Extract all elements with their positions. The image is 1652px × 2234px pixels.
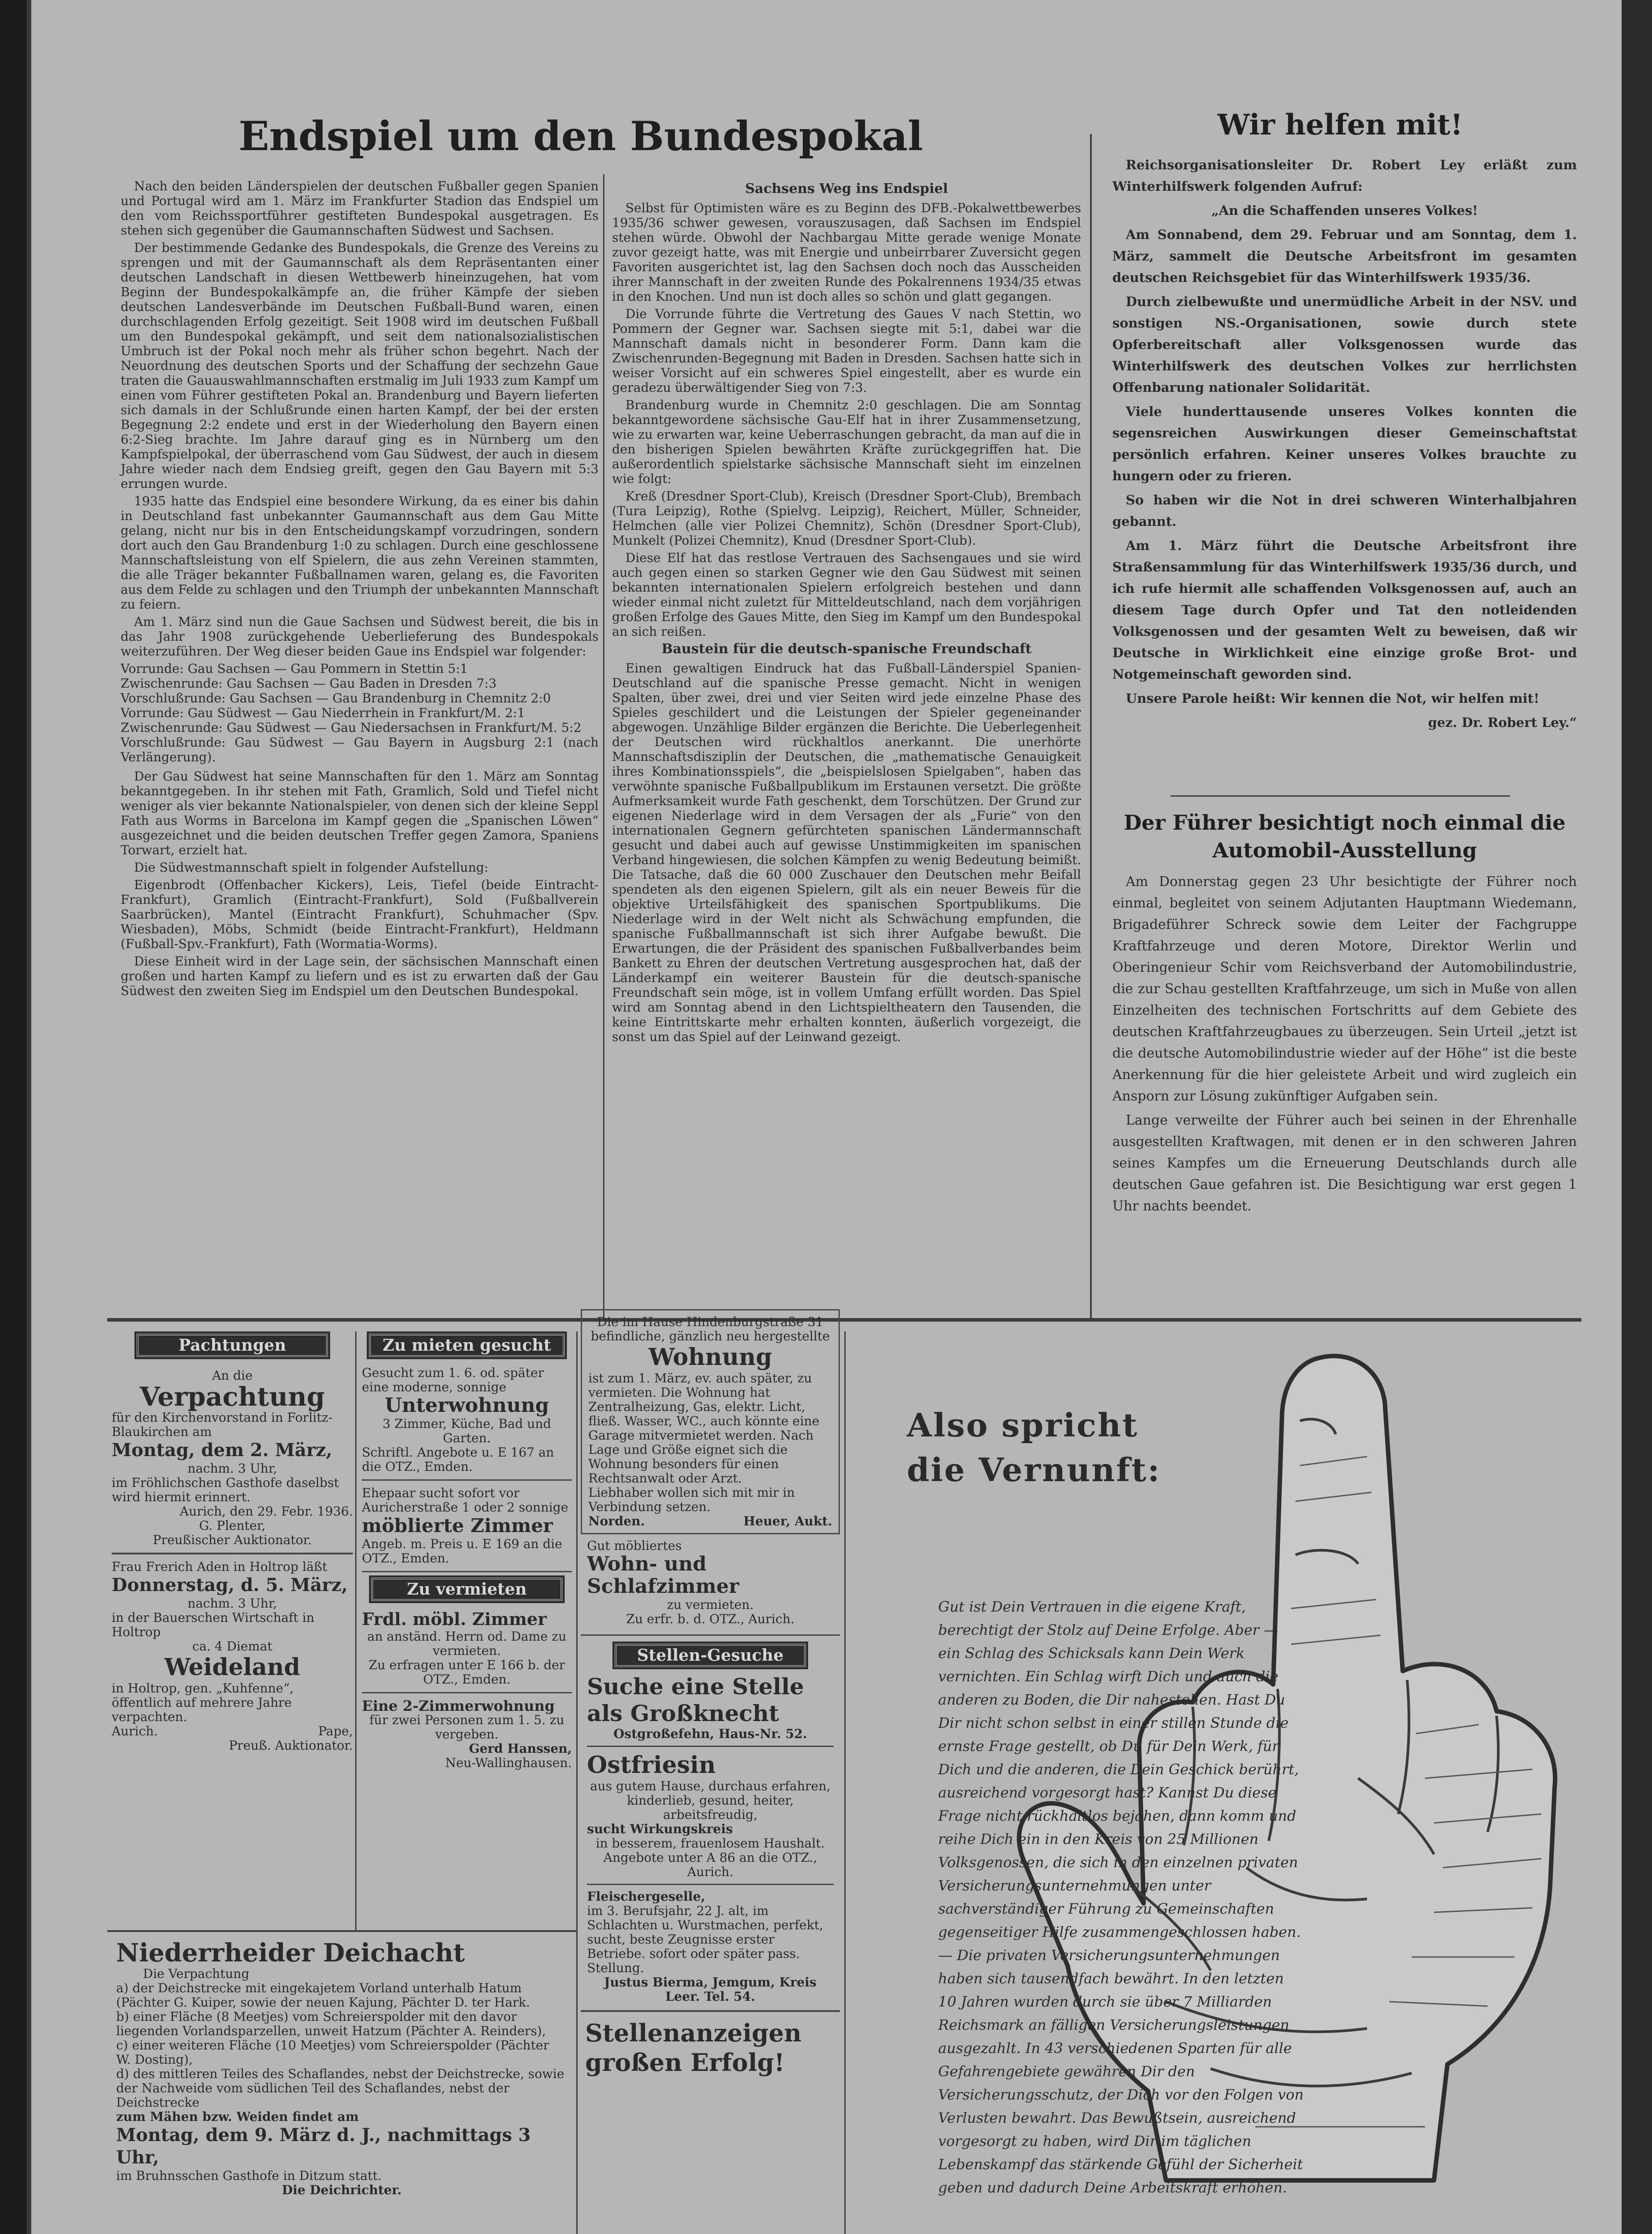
ad-headline: Frdl. möbl. Zimmer xyxy=(362,1609,547,1629)
ad-headline: Unterwohnung xyxy=(385,1394,549,1417)
separator xyxy=(1170,795,1510,797)
ad-headline: Niederrheider Deichacht xyxy=(116,1938,465,1968)
ad-wohnung xyxy=(581,1309,840,1534)
ad-text: Aurich, den 29. Febr. 1936. xyxy=(180,1504,353,1519)
result-line: Zwischenrunde: Gau Sachsen — Gau Baden in Dresden 7:3 xyxy=(121,676,497,691)
ad-item: a) der Deichstrecke mit eingekajetem Vorland unterhalb Hatum (Pächter G. Kuiper, sowie der neuen Kajung, Pächter D. ter Hark. xyxy=(116,1981,530,2010)
result-line: Vorrunde: Gau Sachsen — Gau Pommern in Stettin 5:1 xyxy=(121,661,468,676)
banner-zu-mieten-gesucht: Zu mieten gesucht xyxy=(369,1334,565,1357)
ad-text: im Fröhlichschen Gasthofe daselbst wird hiermit erinnert. xyxy=(112,1475,339,1504)
ad-stellenanzeigen xyxy=(581,2018,840,2077)
ad-text: 3 Zimmer, Küche, Bad und Garten. xyxy=(382,1416,551,1445)
result-line: Zwischenrunde: Gau Südwest — Gau Niedersachsen in Frankfurt/M. 5:2 xyxy=(121,720,582,735)
ad-text: zum Mähen bzw. Weiden findet am xyxy=(116,2109,359,2124)
ad-text: Heuer, Aukt. xyxy=(743,1514,832,1529)
book-binding xyxy=(0,0,27,2234)
article-bundespokal-col1 xyxy=(121,179,599,1001)
ad-text: Liebhaber wollen sich mit mir in Verbindung setzen. xyxy=(588,1485,795,1514)
ad-headline: möblierte Zimmer xyxy=(362,1515,553,1537)
ad-headline: Wohnung xyxy=(648,1344,772,1371)
ad-wohn-schlaf xyxy=(581,1534,840,1631)
ad-divider xyxy=(362,1571,572,1572)
ad-text: Gerd Hanssen, xyxy=(469,1741,572,1756)
ad-text: G. Plenter, xyxy=(199,1518,266,1533)
page-edge xyxy=(1622,0,1652,2234)
article-title-automobil: Der Führer besichtigt noch einmal die Automobil-Ausstellung xyxy=(1124,810,1566,862)
ad-headline: Verpachtung xyxy=(139,1382,325,1412)
ad-text: an anständ. Herrn od. Dame zu vermieten. xyxy=(367,1629,566,1658)
ad-deichacht xyxy=(116,1939,567,2197)
ad-text: Gesucht zum 1. 6. od. später eine moderne, sonnige xyxy=(362,1365,544,1394)
ad-divider xyxy=(362,1479,572,1481)
paragraph: Viele hunderttausende unseres Volkes konnten die segensreichen Auswirkungen dieser Gemeinschaftstat persönlich erfahren. Keiner unseres Volkes brauchte zu hungern oder zu frieren. xyxy=(1112,404,1577,483)
ad-text: ca. 4 Diemat xyxy=(192,1639,273,1654)
ad-headline: Montag, dem 9. März d. J., nachmittags 3 Uhr, xyxy=(116,2125,531,2168)
paragraph: Kreß (Dresdner Sport-Club), Kreisch (Dresdner Sport-Club), Brembach (Tura Leipzig), Rothe (Spielvg. Leipzig), Reichert, Müller, Schneider, Helmchen (alle vier Polizei Chemnitz), Schön (Dresdner Sport-Club), Munkelt (Polizei Chemnitz), Knud (Dresdner Sport-Club). xyxy=(612,489,1081,548)
ad-divider xyxy=(581,2010,840,2012)
ad-text: aus gutem Hause, durchaus erfahren, kinderlieb, gesund, heiter, arbeitsfreudig, xyxy=(590,1779,831,1822)
ad-headline: Suche eine Stelle als Großknecht xyxy=(587,1673,804,1726)
paragraph: Am 1. März führt die Deutsche Arbeitsfront ihre Straßensammlung für das Winterhilfswerk 1935/36 durch, und ich rufe hiermit alle schaffenden Volksgenossen auf, auch an diesem Tage durch Opfer und Tat den notleidenden Volksgenossen und der gesamten Welt zu beweisen, daß wir Deutsche in Wirklichkeit eine einzige große Brot- und Notgemeinschaft geworden sind. xyxy=(1112,538,1577,682)
paragraph: Einen gewaltigen Eindruck hat das Fußball-Länderspiel Spanien-Deutschland auf die spanische Presse gemacht. Nicht in wenigen Spalten, über zwei, drei und vier Seiten wird jede einzelne Phase des Spieles geschildert und die Leistungen der Spieler gegeneinander abgewogen. Unzählige Bilder ergänzen die Berichte. Die Ueberlegenheit der Deutschen wird rückhaltlos anerkannt. Die unerhörte Mannschaftsdisziplin der Deutschen, die „mathematische Genauigkeit ihres Kombinationsspiels“, die „beispielslosen Spielgaben“, haben das verwöhnte spanische Fußballpublikum im Erstaunen versetzt. Die größte Aufmerksamkeit wurde Fath geschenkt, dem Torschützen. Der Grund zur eigenen Niederlage wird in dem Versagen der als „Furie“ von den internationalen Gegnern gefürchteten spanischen Ländermannschaft gesucht und dabei auch auf gewisse Unstimmigkeiten im spanischen Verband hingewiesen, die solchen Kämpfen zu wenig Bedeutung beimißt. Die Tatsache, daß die 60 000 Zuschauer den Deutschen mehr Beifall spendeten als den eigenen Spielern, gilt als ein neuer Beweis für die objektive Urteilsfähigkeit des spanischen Sportpublikums. Die Niederlage wird in der Welt nicht als Schwächung empfunden, die spanische Fußballmannschaft ist sich ihrer Aufgabe bewußt. Die Erwartungen, die der Präsident des spanischen Fußballverbandes beim Bankett zu Ehren der deutschen Vertretung ausgesprochen hat, daß der Länderkampf ein weiterer Baustein für die deutsch-spanische Freundschaft sein möge, ist in vollem Umfang erfüllt worden. Das Spiel wird am Sonntag abend in den Lichtspieltheatern den Tausenden, die keine Eintrittskarte mehr erhalten konnten, äußerlich vorgezeigt, die sonst um das Spiel auf der Leinwand gezeigt. xyxy=(612,661,1081,1044)
ad-text: Die Verpachtung xyxy=(143,1966,250,1981)
ad-headline: Fleischergeselle, xyxy=(587,1889,705,1904)
ad-headline: Montag, dem 2. März, xyxy=(112,1440,332,1461)
ad-headline: Wohn- und Schlafzimmer xyxy=(587,1553,739,1598)
column-divider xyxy=(844,1331,846,2234)
ad-vernunft-text-top xyxy=(938,1595,1304,2225)
paragraph: Am 1. März sind nun die Gaue Sachsen und Südwest bereit, die bis in das Jahr 1908 zurückgehende Ueberlieferung des Bundespokals weiterzuführen. Der Weg dieser beiden Gaue ins Endspiel war folgender: xyxy=(121,614,599,659)
ad-text: im Bruhnsschen Gasthofe in Ditzum statt. xyxy=(116,2168,382,2183)
paragraph: Selbst für Optimisten wäre es zu Beginn des DFB.-Pokalwettbewerbes 1935/36 schwer gewesen, vorauszusagen, daß Sachsen im Endspiel stehen würde. Obwohl der Nachbargau Mitte gerade wenige Monate zuvor gezeigt hatte, was mit Energie und unbeirrbarer Zuversicht gegen Favoriten ausgerichtet ist, lag den Sachsen doch noch das Ausscheiden ihrer Mannschaft in der zweiten Runde des Pokalrennens 1934/35 etwas in den Knochen. Und nun ist doch alles so schön und glatt gegangen. xyxy=(612,201,1081,304)
signature: gez. Dr. Robert Ley.“ xyxy=(1428,715,1577,730)
article-bundespokal-col2 xyxy=(612,179,1081,1047)
ad-text: Ostgroßefehn, Haus-Nr. 52. xyxy=(613,1726,807,1741)
ad-divider xyxy=(587,1884,834,1885)
paragraph: Der Gau Südwest hat seine Mannschaften für den 1. März am Sonntag bekanntgegeben. In ihr stehen mit Fath, Gramlich, Sold und Tiefel nicht weniger als vier bekannte Nationalspieler, von denen sich der kleine Seppl Fath aus Worms in Barcelona im Kampf gegen die „Spanischen Löwen“ ausgezeichnet und die beiden deutschen Treffer gegen Zamora, Spaniens Torwart, erzielt hat. xyxy=(121,769,599,857)
paragraph: Lange verweilte der Führer auch bei seinen in der Ehrenhalle ausgestellten Kraftwagen, mit denen er in den schweren Jahren seines Kampfes um die Erneuerung Deutschlands durch alle deutschen Gaue gefahren ist. Die Besichtigung war erst gegen 1 Uhr nachts beendet. xyxy=(1112,1113,1577,1214)
ad-text: Die Deichrichter. xyxy=(281,2183,402,2197)
paragraph: Eigenbrodt (Offenbacher Kickers), Leis, Tiefel (beide Eintracht-Frankfurt), Gramlich (Eintracht-Frankfurt), Sold (Fußballverein Saarbrücken), Mantel (Eintracht Frankfurt), Schuhmacher (Spv. Wiesbaden), Möbs, Schmidt (beide Eintracht-Frankfurt), Heldmann (Fußball-Spv.-Frankfurt), Fath (Wormatia-Worms). xyxy=(121,878,599,951)
ad-text: Norden. xyxy=(588,1514,645,1529)
ad-headline: großen Erfolg! xyxy=(585,2048,785,2077)
result-line: Vorschlußrunde: Gau Südwest — Gau Bayern in Augsburg 2:1 (nach Verlängerung). xyxy=(121,735,599,764)
ad-divider xyxy=(581,1634,840,1636)
result-line: Vorrunde: Gau Südwest — Gau Niederrhein in Frankfurt/M. 2:1 xyxy=(121,705,525,720)
paragraph: Am Donnerstag gegen 23 Uhr besichtigte der Führer noch einmal, begleitet von seinem Adjutanten Hauptmann Wiedemann, Brigadeführer Schreck sowie dem Leiter der Fachgruppe Kraftfahrzeuge und deren Motore, Direktor Werlin und Oberingenieur Schir vom Reichsverband der Automobilindustrie, die zur Schau gestellten Kraftfahrzeuge, um sich in Muße von allen Einzelheiten des technischen Fortschritts auf dem Gebiete des deutschen Kraftfahrzeugbaues zu überzeugen. Sein Urteil „jetzt ist die deutsche Automobilindustrie wieder auf der Höhe“ ist die beste Anerkennung für die hier geleistete Arbeit und wird zugleich ein Ansporn zur Lösung zukünftiger Aufgaben sein. xyxy=(1112,874,1577,1104)
paragraph: Brandenburg wurde in Chemnitz 2:0 geschlagen. Die am Sonntag bekanntgewordene sächsische Gau-Elf hat in ihrer Zusammensetzung, wie zu erwarten war, keine Ueberraschungen gebracht, da man auf die in den bisherigen Spielen bewährten Kräfte zurückgegriffen hat. Die außerordentlich spielstarke sächsische Mannschaft sieht im einzelnen wie folgt: xyxy=(612,398,1081,486)
ad-item: b) einer Fläche (8 Meetjes) vom Schreierspolder mit den davor liegenden Vorlandsparzellen, unweit Hatzum (Pächter A. Reinders), xyxy=(116,2009,546,2038)
ad-text: zu vermieten. xyxy=(667,1597,754,1612)
ad-footer xyxy=(112,1724,353,1738)
ad-text: in besserem, frauenlosem Haushalt. xyxy=(595,1836,825,1851)
lead: Reichsorganisationsleiter Dr. Robert Ley erläßt zum Winterhilfswerk folgenden Aufruf: xyxy=(1112,157,1577,194)
paragraph: Durch zielbewußte und unermüdliche Arbeit in der NSV. und sonstigen NS.-Organisationen, sowie durch stete Opferbereitschaft aller Volksgenossen wurde das Winterhilfswerk des deutschen Volkes zur herrlichsten Offenbarung nationaler Solidarität. xyxy=(1112,294,1577,395)
ad-text: Pape, xyxy=(318,1724,353,1738)
subheading: Baustein für die deutsch-spanische Freundschaft xyxy=(661,641,1032,657)
ad-text: Aurich. xyxy=(112,1724,158,1738)
ad-text: Angeb. m. Preis u. E 169 an die OTZ., Emden. xyxy=(362,1537,562,1566)
subheading: Sachsens Weg ins Endspiel xyxy=(745,181,948,197)
paragraph: Unsere Parole heißt: Wir kennen die Not, wir helfen mit! xyxy=(1126,691,1539,706)
ad-text: nachm. 3 Uhr, xyxy=(187,1596,277,1611)
ad-divider xyxy=(362,1692,572,1693)
ad-text: für zwei Personen zum 1. 5. zu vergeben. xyxy=(369,1713,565,1742)
paragraph: 1935 hatte das Endspiel eine besondere Wirkung, da es einer bis dahin in Deutschland fast unbekannter Gaumannschaft aus dem Gau Mitte gelang, nicht nur bis in den Entscheidungskampf vorzudringen, sondern dort auch den Gau Brandenburg 1:0 zu schlagen. Durch eine geschlossene Mannschaftsleistung von elf Spielern, die aus zehn Vereinen stammten, die alle Träger bekannter Fußballnamen waren, gelang es, die Favoriten aus dem Felde zu schlagen und den Triumph der unbekannten Mannschaft zu feiern. xyxy=(121,494,599,612)
paragraph: Diese Elf hat das restlose Vertrauen des Sachsengaues und sie wird auch gegen einen so starken Gegner wie den Gau Südwest mit seinen bekannten internationalen Spielern erfolgreich bestehen und dann wieder einmal nicht zuletzt für Mitteldeutschland, nach dem vorjährigen großen Erfolge des Gaues Mitte, den Sieg im Kampf um den Bundespokal an sich reißen. xyxy=(612,550,1081,639)
ad-item: c) einer weiteren Fläche (10 Meetjes) vom Schreierspolder (Pächter W. Dosting), xyxy=(116,2038,549,2067)
ad-text: Frau Frerich Aden in Holtrop läßt xyxy=(112,1559,327,1574)
ad-text: für den Kirchenvorstand in Forlitz-Blaukirchen am xyxy=(112,1410,333,1439)
ad-text: Preuß. Auktionator. xyxy=(229,1738,353,1753)
paragraph: Die Südwestmannschaft spielt in folgender Aufstellung: xyxy=(134,860,489,875)
article-automobil-body xyxy=(1112,871,1577,1220)
ad-text: Angebote unter A 86 an die OTZ., Aurich. xyxy=(603,1850,818,1879)
ad-stellengesuche xyxy=(581,1667,840,2004)
ad-headline: Ostfriesin xyxy=(587,1751,716,1779)
paragraph: Am Sonnabend, dem 29. Februar und am Sonntag, dem 1. März, sammelt die Deutsche Arbeitsfront im gesamten deutschen Reichsgebiet für das Winterhilfswerk 1935/36. xyxy=(1112,227,1577,285)
ad-text: nachm. 3 Uhr, xyxy=(187,1461,277,1476)
ad-text: ist zum 1. März, ev. auch später, zu vermieten. Die Wohnung hat Zentralheizung, Gas, elektr. Licht, fließ. Wasser, WC., auch könnte eine Garage mitvermietet werden. Nach Lage und Größe eignet sich die Wohnung besonders für einen Rechtsanwalt oder Arzt. xyxy=(588,1371,820,1486)
result-line: Vorschlußrunde: Gau Sachsen — Gau Brandenburg in Chemnitz 2:0 xyxy=(121,691,551,705)
paragraph: Diese Einheit wird in der Lage sein, der sächsischen Mannschaft einen großen und harten Kampf zu liefern und es ist zu erwarten daß der Gau Südwest den zweiten Sieg im Endspiel um den Deutschen Bundespokal. xyxy=(121,954,599,998)
ad-text: im 3. Berufsjahr, 22 J. alt, im Schlachten u. Wurstmachen, perfekt, sucht, beste Zeugnisse erster Betriebe. sofort oder später pass. Stellung. xyxy=(587,1903,823,1975)
ad-headline: Also spricht xyxy=(907,1406,1139,1444)
column-divider xyxy=(576,1331,578,2234)
ad-text: Ehepaar sucht sofort vor Auricherstraße 1 oder 2 sonnige xyxy=(362,1486,568,1515)
article-title-wir-helfen: Wir helfen mit! xyxy=(1217,108,1463,142)
column-divider xyxy=(603,174,604,1318)
banner-pachtungen: Pachtungen xyxy=(137,1334,328,1357)
ad-headline: Donnerstag, d. 5. März, xyxy=(112,1575,348,1596)
section-divider xyxy=(107,1318,1581,1322)
ad-text: Zu erfr. b. d. OTZ., Aurich. xyxy=(626,1612,795,1626)
ad-divider xyxy=(587,1746,834,1747)
ad-text: Schriftl. Angebote u. E 167 an die OTZ., Emden. xyxy=(362,1445,554,1474)
ad-column-pachtungen xyxy=(112,1334,353,1753)
paragraph: Die Vorrunde führte die Vertretung des Gaues V nach Stettin, wo Pommern der Gegner war. Sachsen siegte mit 5:1, dabei war die Mannschaft damals nicht in besonderer Form. Dann kam die Zwischenrunden-Begegnung mit Baden in Dresden. Sachsen hatte sich in weiser Vorsicht auf ein schweres Spiel eingestellt, aber es wurde ein geradezu überwältigender Sieg von 7:3. xyxy=(612,307,1081,395)
ad-text: in der Bauerschen Wirtschaft in Holtrop xyxy=(112,1610,314,1639)
ad-text: sucht Wirkungskreis xyxy=(587,1822,733,1836)
results-list xyxy=(121,661,599,764)
ad-text: An die xyxy=(212,1368,253,1383)
ad-column-mieten xyxy=(362,1334,572,1770)
ad-text: Preußischer Auktionator. xyxy=(153,1533,312,1547)
paragraph: So haben wir die Not in drei schweren Winterhalbjahren gebannt. xyxy=(1112,492,1577,529)
article-title-bundespokal: Endspiel um den Bundespokal xyxy=(238,113,923,160)
ad-headline: die Vernunft: xyxy=(907,1451,1161,1489)
ad-column-wohnung xyxy=(581,1309,840,2077)
ad-headline: Eine 2-Zimmerwohnung xyxy=(362,1697,555,1714)
ad-divider xyxy=(112,1553,353,1554)
ad-text: Gut ist Dein Vertrauen in die eigene Kraft, berechtigt der Stolz auf Deine Erfolge. Aber — ein Schlag des Schicksals kann Dein Werk vernichten. Ein Schlag wirft Dich und auch die anderen zu Boden, die Dir nahestehen. Hast Du Dir nicht schon selbst in einer stillen Stunde die ernste Frage gestellt, ob Du für Dein Werk, für Dich und die anderen, die Dein Geschick berührt, ausreichend vorgesorgt hast? Kannst Du diese Frage nicht rückhaltlos bejahen, dann komm und reihe Dich ein in den Kreis von 25 Millionen Volksgenossen, die sich in den einzelnen privaten Versicherungsunternehmungen unter sachverständiger Führung zu Gemeinschaften gegenseitiger Hilfe zusammengeschlossen haben. — Die privaten Versicherungsunternehmungen haben sich tausendfach bewährt. In den letzten 10 Jahren wurden durch sie über 7 Milliarden Reichsmark an fälligen Versicherungsleistungen ausgezahlt. In 43 verschiedenen Sparten für alle Gefahrengebiete gewähren Dir den Versicherungsschutz, der Dich vor den Folgen von Verlusten bewahrt. Das Bewußtsein, ausreichend vorgesorgt zu haben, wird Dir im täglichen Lebenskampf das stärkende Gefühl der Sicherheit geben und dadurch Deine Arbeitskraft erhöhen. xyxy=(938,1598,1304,2196)
ad-text: Neu-Wallinghausen. xyxy=(445,1755,572,1770)
ad-text: Zu erfragen unter E 166 b. der OTZ., Emden. xyxy=(369,1658,565,1687)
ad-text: Gut möbliertes xyxy=(587,1538,682,1553)
banner-stellen-gesuche: Stellen-Gesuche xyxy=(615,1644,806,1667)
article-wir-helfen-body xyxy=(1112,154,1577,736)
column-divider xyxy=(1090,134,1092,1318)
ad-item: d) des mittleren Teiles des Schaflandes, nebst der Deichstrecke, sowie der Nachweide vom südlichen Teil des Schaflandes, nebst der Deichstrecke xyxy=(116,2066,565,2110)
ad-text: Die im Hause Hindenburgstraße 31 befindliche, gänzlich neu hergestellte xyxy=(591,1314,830,1344)
paragraph: Der bestimmende Gedanke des Bundespokals, die Grenze des Vereins zu sprengen und mit der Gaumannschaft als dem Repräsentanten einer deutschen Landschaft in diesen Wettbewerb hineinzugehen, hat vom Beginn der Bundespokalkämpfe an, die früher Kämpfe der sieben deutschen Landesverbände im Deutschen Fußball-Bund waren, einen durchschlagenden Erfolg gezeitigt. Seit 1908 wird im deutschen Fußball um den Bundespokal gekämpft, und seit dem nationalsozialistischen Umbruch ist der Pokal noch mehr als früher schon begehrt. Nach der Neuordnung des deutschen Sports und der Schaffung der sechzehn Gaue traten die Gauauswahlmannschaften erstmalig im Juli 1933 zum Kampf um einen vom Führer gestifteten Pokal an. Brandenburg und Bayern lieferten sich damals in der Schlußrunde einen harten Kampf, der bei der ersten Begegnung 2:2 endete und erst in der Wiederholung den Bayern einen 6:2-Sieg brachte. Im Jahre darauf ging es in Nürnberg um den Kampfspielpokal, der überraschend vom Gau Südwest, der auch in diesem Jahre wieder nach dem Endsieg greift, gegen den Gau Bayern mit 5:3 errungen wurde. xyxy=(121,240,599,491)
ad-text: Justus Bierma, Jemgum, Kreis Leer. Tel. 54. xyxy=(604,1975,817,2004)
ad-text: in Holtrop, gen. „Kuhfenne“, öffentlich auf mehrere Jahre verpachten. xyxy=(112,1681,294,1724)
salutation: „An die Schaffenden unseres Volkes! xyxy=(1211,203,1478,218)
ad-headline: Stellenanzeigen xyxy=(585,2019,802,2047)
paragraph: Nach den beiden Länderspielen der deutschen Fußballer gegen Spanien und Portugal wird am 1. März im Frankfurter Stadion das Endspiel um den vom Reichssportführer gestifteten Bundespokal ausgetragen. Es stehen sich gegenüber die Gaumannschaften Südwest und Sachsen. xyxy=(121,179,599,238)
ad-footer xyxy=(588,1514,832,1529)
ad-divider xyxy=(107,1930,576,1932)
banner-zu-vermieten: Zu vermieten xyxy=(371,1578,562,1601)
ad-headline: Weideland xyxy=(164,1654,301,1681)
column-divider xyxy=(355,1331,356,1930)
